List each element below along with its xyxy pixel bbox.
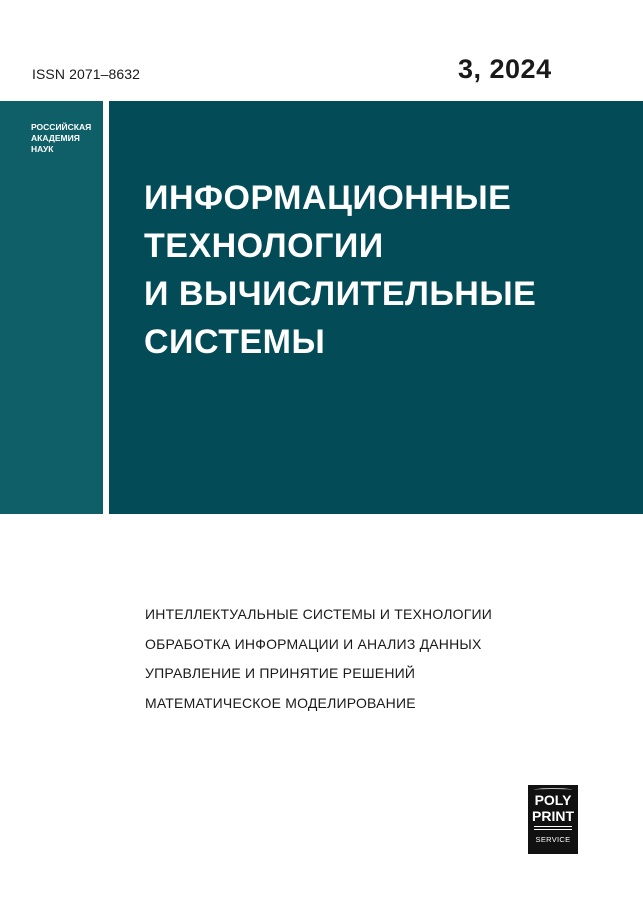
publisher-line: РОССИЙСКАЯ [31, 122, 92, 132]
section-item: МАТЕМАТИЧЕСКОЕ МОДЕЛИРОВАНИЕ [145, 694, 416, 711]
logo-word-service: SERVICE [535, 835, 571, 844]
issn-number: ISSN 2071–8632 [32, 66, 141, 82]
journal-title [144, 174, 614, 366]
section-list [145, 604, 585, 722]
journal-title-line: СИСТЕМЫ [144, 323, 326, 361]
logo-word-poly: POLY [534, 792, 572, 808]
journal-title-line: И ВЫЧИСЛИТЕЛЬНЫЕ [144, 275, 537, 313]
section-item: ОБРАБОТКА ИНФОРМАЦИИ И АНАЛИЗ ДАННЫХ [145, 635, 482, 652]
vertical-divider [103, 101, 109, 514]
logo-word-print: PRINT [532, 808, 574, 824]
issue-number: 3, 2024 [458, 54, 552, 84]
journal-title-line: ИНФОРМАЦИОННЫЕ [144, 179, 512, 217]
journal-title-line: ТЕХНОЛОГИИ [144, 227, 384, 265]
publisher-block [0, 101, 103, 514]
polyprint-logo [528, 785, 578, 854]
logo-rule-lines [534, 826, 572, 832]
title-band [0, 101, 643, 514]
publisher-line: АКАДЕМИЯ [31, 133, 80, 143]
publisher-name [31, 122, 101, 155]
section-item: ИНТЕЛЛЕКТУАЛЬНЫЕ СИСТЕМЫ И ТЕХНОЛОГИИ [145, 606, 493, 622]
publisher-line: НАУК [31, 144, 54, 154]
section-item: УПРАВЛЕНИЕ И ПРИНЯТИЕ РЕШЕНИЙ [145, 665, 416, 681]
